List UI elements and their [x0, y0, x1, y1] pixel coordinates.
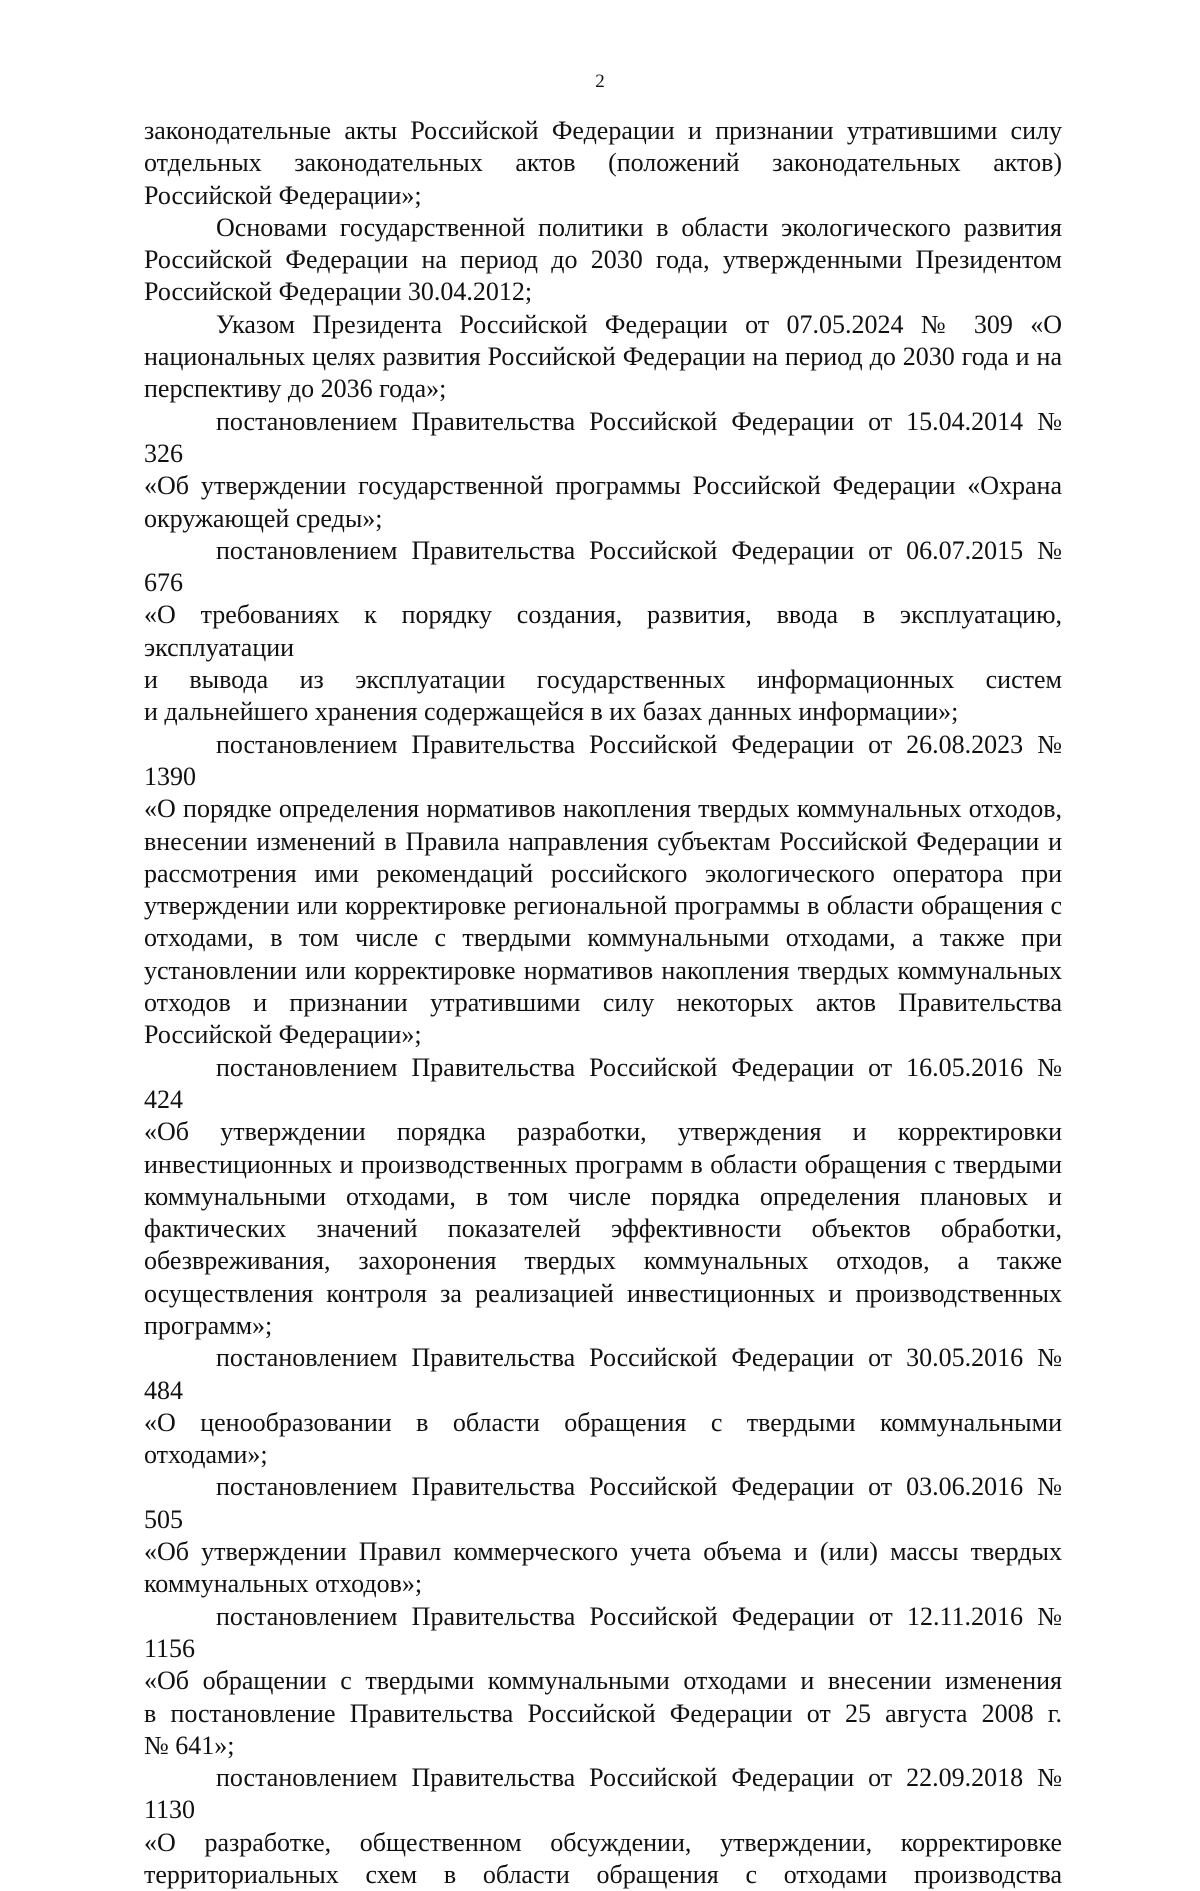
- text-line: Указом Президента Российской Федерации от 07.05.2024 № 309 «О: [216, 309, 1062, 339]
- text-line: постановлением Правительства Российской Федерации от 03.06.2016 № 505: [144, 1472, 1062, 1534]
- text-line: обезвреживания, захоронения твердых коммунальных отходов, а также: [144, 1246, 1062, 1276]
- text-line: Российской Федерации на период до 2030 года, утвержденными Президентом: [144, 245, 1062, 275]
- paragraph: [144, 535, 1062, 729]
- text-line: постановлением Правительства Российской Федерации от 15.04.2014 № 326: [144, 406, 1062, 468]
- text-line: постановлением Правительства Российской Федерации от 30.05.2016 № 484: [144, 1343, 1062, 1405]
- text-line: фактических значений показателей эффективности объектов обработки,: [144, 1214, 1062, 1244]
- text-line: программ»;: [144, 1310, 273, 1340]
- text-line: окружающей среды»;: [144, 503, 383, 533]
- text-line: № 641»;: [144, 1730, 235, 1760]
- text-line: коммунальных отходов»;: [144, 1569, 423, 1599]
- text-line: национальных целях развития Российской Федерации на период до 2030 года и на: [144, 342, 1062, 372]
- paragraph: [144, 1052, 1062, 1343]
- text-line: внесении изменений в Правила направления субъектам Российской Федерации и: [144, 826, 1062, 856]
- text-line: осуществления контроля за реализацией инвестиционных и производственных: [144, 1278, 1062, 1308]
- text-line: «Об обращении с твердыми коммунальными отходами и внесении изменения: [144, 1666, 1062, 1696]
- paragraph: [144, 406, 1062, 535]
- text-line: Основами государственной политики в области экологического развития: [216, 212, 1062, 242]
- text-line: и дальнейшего хранения содержащейся в их базах данных информации»;: [144, 697, 959, 727]
- text-line: «Об утверждении Правил коммерческого учета объема и (или) массы твердых: [144, 1537, 1062, 1567]
- paragraph: [144, 212, 1062, 309]
- text-line: «О требованиях к порядку создания, развития, ввода в эксплуатацию, эксплуатации: [144, 600, 1062, 662]
- text-line: «О разработке, общественном обсуждении, утверждении, корректировке: [144, 1827, 1062, 1857]
- text-line: Российской Федерации»;: [144, 1020, 422, 1050]
- text-line: законодательные акты Российской Федерации и признании утратившими силу: [144, 116, 1062, 145]
- paragraph: [144, 1342, 1062, 1471]
- text-line: отходов и признании утратившими силу некоторых актов Правительства: [144, 988, 1062, 1018]
- text-line: установлении или корректировке нормативов накопления твердых коммунальных: [144, 955, 1062, 985]
- text-line: «Об утверждении государственной программы Российской Федерации «Охрана: [144, 471, 1062, 501]
- document-body: [144, 115, 1062, 1891]
- text-line: постановлением Правительства Российской Федерации от 16.05.2016 № 424: [144, 1052, 1062, 1114]
- page-number: 2: [595, 71, 605, 92]
- text-line: постановлением Правительства Российской Федерации от 06.07.2015 № 676: [144, 535, 1062, 598]
- text-line: Российской Федерации»;: [144, 180, 422, 210]
- text-line: «О ценообразовании в области обращения с твердыми коммунальными отходами»;: [144, 1407, 1062, 1470]
- text-line: территориальных схем в области обращения с отходами производства: [144, 1860, 1062, 1890]
- paragraph: [144, 729, 1062, 1052]
- paragraph: [144, 1601, 1062, 1762]
- paragraph: [144, 309, 1062, 406]
- text-line: постановлением Правительства Российской Федерации от 26.08.2023 № 1390: [144, 729, 1062, 791]
- text-line: Российской Федерации 30.04.2012;: [144, 277, 533, 307]
- paragraph: [144, 115, 1062, 212]
- text-line: отдельных законодательных актов (положений законодательных актов): [144, 148, 1062, 178]
- text-line: отходами, в том числе с твердыми коммунальными отходами, а также при: [144, 923, 1062, 953]
- paragraph: [144, 1762, 1062, 1891]
- text-line: в постановление Правительства Российской Федерации от 25 августа 2008 г.: [144, 1698, 1062, 1728]
- text-line: «Об утверждении порядка разработки, утверждения и корректировки: [144, 1117, 1062, 1147]
- text-line: постановлением Правительства Российской Федерации от 22.09.2018 № 1130: [144, 1763, 1062, 1825]
- text-line: утверждении или корректировке региональной программы в области обращения с: [144, 891, 1062, 921]
- text-line: и вывода из эксплуатации государственных информационных систем: [144, 665, 1062, 695]
- paragraph: [144, 1471, 1062, 1600]
- text-line: перспективу до 2036 года»;: [144, 374, 447, 404]
- text-line: рассмотрения ими рекомендаций российского экологического оператора при: [144, 858, 1062, 888]
- text-line: коммунальными отходами, в том числе порядка определения плановых и: [144, 1181, 1062, 1211]
- text-line: постановлением Правительства Российской Федерации от 12.11.2016 № 1156: [144, 1601, 1062, 1663]
- text-line: инвестиционных и производственных программ в области обращения с твердыми: [144, 1149, 1062, 1179]
- text-line: «О порядке определения нормативов накопления твердых коммунальных отходов,: [144, 794, 1062, 824]
